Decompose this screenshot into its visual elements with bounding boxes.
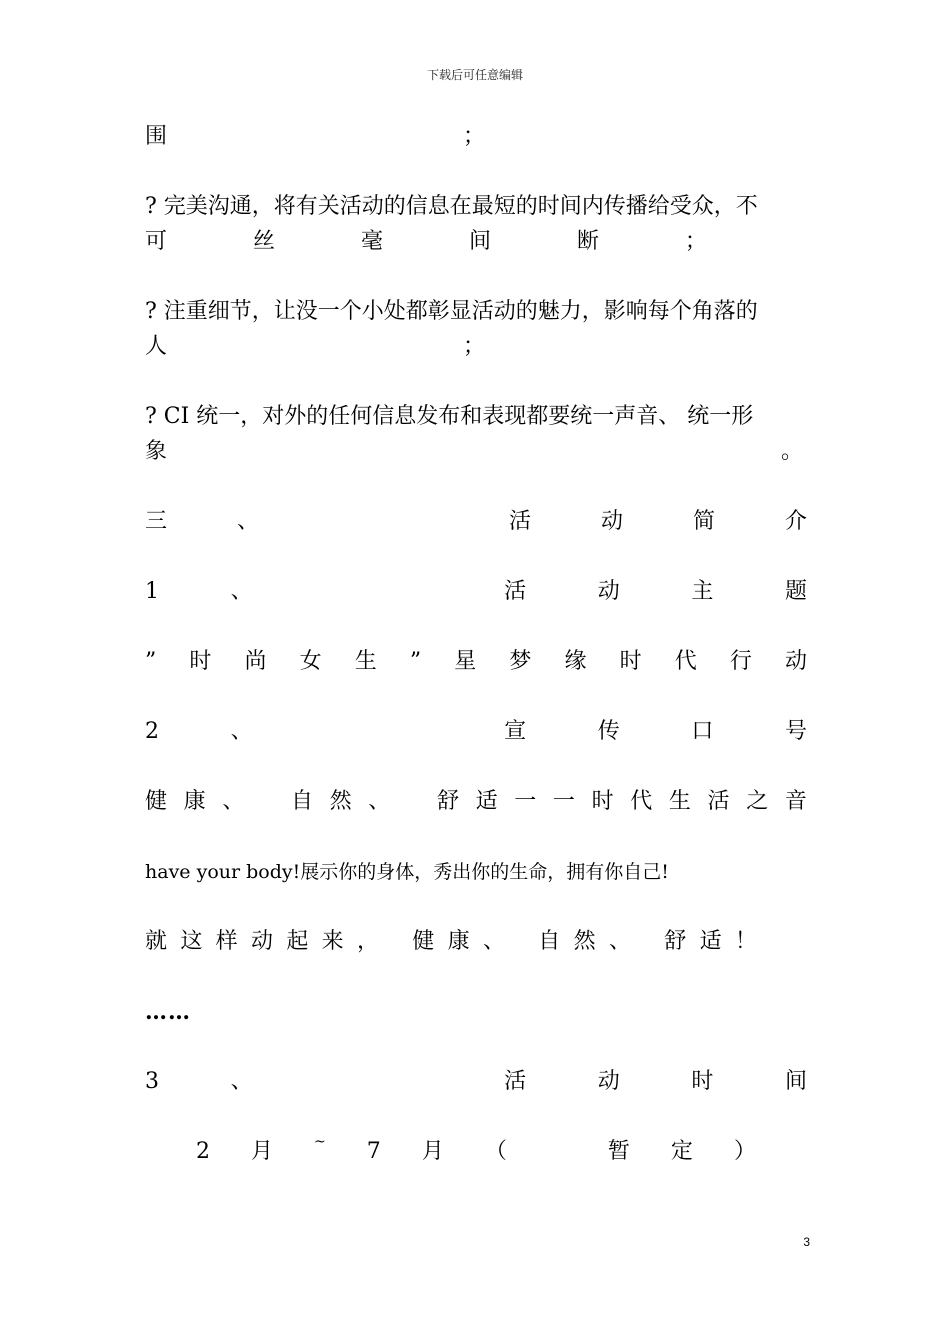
text-cell: 动 xyxy=(597,579,620,604)
text-cell: ? 完美沟通，将有关活动的信息在最短的时间内传播给受众，不 xyxy=(145,194,758,219)
text-cell: 适 xyxy=(699,929,722,954)
text-cell: 简 xyxy=(692,509,715,534)
text-cell: 动 xyxy=(600,509,623,534)
page-number: 3 xyxy=(803,1235,810,1249)
text-cell: 舒 xyxy=(664,929,687,954)
text-cell: 尚 xyxy=(244,649,267,674)
text-cell: 时 xyxy=(189,649,212,674)
text-cell: 代 xyxy=(674,649,697,674)
text-cell: 健 xyxy=(145,789,168,814)
text-cell: 代 xyxy=(630,789,653,814)
text-cell: 时 xyxy=(591,789,614,814)
text-cell: ~ xyxy=(314,1134,326,1150)
text-cell: 动 xyxy=(784,649,807,674)
text-cell: 、 xyxy=(230,579,253,604)
text-cell: 适 xyxy=(475,789,498,814)
text-cell: 行 xyxy=(729,649,752,674)
text-cell: 毫 xyxy=(360,229,383,254)
text-cell: …… xyxy=(145,999,191,1025)
text-cell: 一 xyxy=(514,789,537,814)
text-cell: 月 xyxy=(421,1139,444,1164)
text-cell: 宣 xyxy=(504,719,527,744)
text-cell: 然 xyxy=(329,789,352,814)
text-cell: 、 xyxy=(222,789,245,814)
text-cell: 这 xyxy=(180,929,203,954)
text-cell: 来 xyxy=(321,929,344,954)
text-cell: 时 xyxy=(691,1069,714,1094)
text-line xyxy=(145,227,807,257)
text-cell: 主 xyxy=(691,579,714,604)
text-cell: 起 xyxy=(286,929,309,954)
text-cell: 可 xyxy=(145,229,168,254)
ellipsis-line xyxy=(145,997,807,1027)
text-cell: 活 xyxy=(504,579,527,604)
text-cell: 星 xyxy=(454,649,477,674)
text-cell: 口 xyxy=(691,719,714,744)
text-cell: ” xyxy=(145,649,157,674)
text-cell: ； xyxy=(684,229,707,254)
text-cell: 生 xyxy=(354,649,377,674)
text-cell: 月 xyxy=(251,1139,274,1164)
text-cell: 3 xyxy=(145,1069,159,1094)
text-cell: 断 xyxy=(576,229,599,254)
text-cell: 之 xyxy=(746,789,769,814)
date-line xyxy=(196,1134,756,1167)
text-cell: 、 xyxy=(236,509,259,534)
text-cell: 介 xyxy=(784,509,807,534)
text-cell: 题 xyxy=(784,579,807,604)
text-cell: 一 xyxy=(552,789,575,814)
text-cell: 。 xyxy=(780,439,803,464)
text-cell: 音 xyxy=(784,789,807,814)
text-cell: 围 xyxy=(145,124,168,149)
text-cell: 、 xyxy=(230,719,253,744)
section-heading xyxy=(145,507,807,537)
text-cell: 活 xyxy=(504,1069,527,1094)
text-cell: 康 xyxy=(183,789,206,814)
text-cell: 就 xyxy=(145,929,168,954)
text-cell: 自 xyxy=(538,929,561,954)
text-cell: 间 xyxy=(784,1069,807,1094)
slogan-line xyxy=(145,857,807,887)
text-cell: 然 xyxy=(573,929,596,954)
text-cell: 象 xyxy=(145,439,168,464)
text-cell: 、 xyxy=(368,789,391,814)
text-cell: 定 xyxy=(670,1139,693,1164)
text-line xyxy=(145,437,807,467)
text-cell: ； xyxy=(462,124,485,149)
text-cell: 2 xyxy=(196,1139,210,1164)
text-cell: （ xyxy=(484,1139,507,1164)
text-line xyxy=(145,787,807,817)
text-cell: 样 xyxy=(215,929,238,954)
text-cell: 梦 xyxy=(509,649,532,674)
text-cell: 缘 xyxy=(564,649,587,674)
bullet-line xyxy=(145,192,807,222)
text-cell: 健 xyxy=(412,929,435,954)
text-cell: 、 xyxy=(608,929,631,954)
text-cell: 、 xyxy=(482,929,505,954)
text-cell: 三 xyxy=(145,509,168,534)
text-cell: ！ xyxy=(734,929,757,954)
text-cell: 生 xyxy=(668,789,691,814)
text-cell: 活 xyxy=(508,509,531,534)
text-line xyxy=(145,927,757,957)
text-cell: 暂 xyxy=(607,1139,630,1164)
text-cell: 人 xyxy=(145,334,168,359)
text-cell: 女 xyxy=(299,649,322,674)
text-cell: ? 注重细节，让没一个小处都彰显活动的魅力，影响每个角落的 xyxy=(145,299,758,324)
text-cell: 丝 xyxy=(252,229,275,254)
text-cell: 传 xyxy=(597,719,620,744)
text-cell: 时 xyxy=(619,649,642,674)
text-cell: 动 xyxy=(597,1069,620,1094)
text-cell: ， xyxy=(356,929,379,954)
text-cell: ” xyxy=(409,649,422,674)
subsection-heading xyxy=(145,1067,807,1097)
text-cell: 动 xyxy=(250,929,273,954)
text-cell: 号 xyxy=(784,719,807,744)
text-cell: 活 xyxy=(707,789,730,814)
text-cell: 舒 xyxy=(436,789,459,814)
subsection-heading xyxy=(145,577,807,607)
text-cell: ； xyxy=(462,334,485,359)
text-line xyxy=(145,332,807,362)
text-cell: 2 xyxy=(145,719,159,744)
text-cell: 7 xyxy=(366,1139,381,1164)
text-cell: 、 xyxy=(230,1069,253,1094)
text-cell: ） xyxy=(733,1139,756,1164)
text-cell: 康 xyxy=(447,929,470,954)
text-line xyxy=(145,647,807,677)
bullet-line xyxy=(145,297,807,327)
text-cell: ? CI 统一，对外的任何信息发布和表现都要统一声音、 统一形 xyxy=(145,404,754,429)
bullet-line xyxy=(145,402,807,432)
text-line xyxy=(145,122,807,152)
text-cell: 1 xyxy=(145,579,159,604)
text-cell: have your body!展示你的身体，秀出你的生命，拥有你自己! xyxy=(145,861,669,883)
text-cell: 间 xyxy=(468,229,491,254)
text-cell: 自 xyxy=(290,789,313,814)
page-header: 下载后可任意编辑 xyxy=(426,68,523,82)
subsection-heading xyxy=(145,717,807,747)
